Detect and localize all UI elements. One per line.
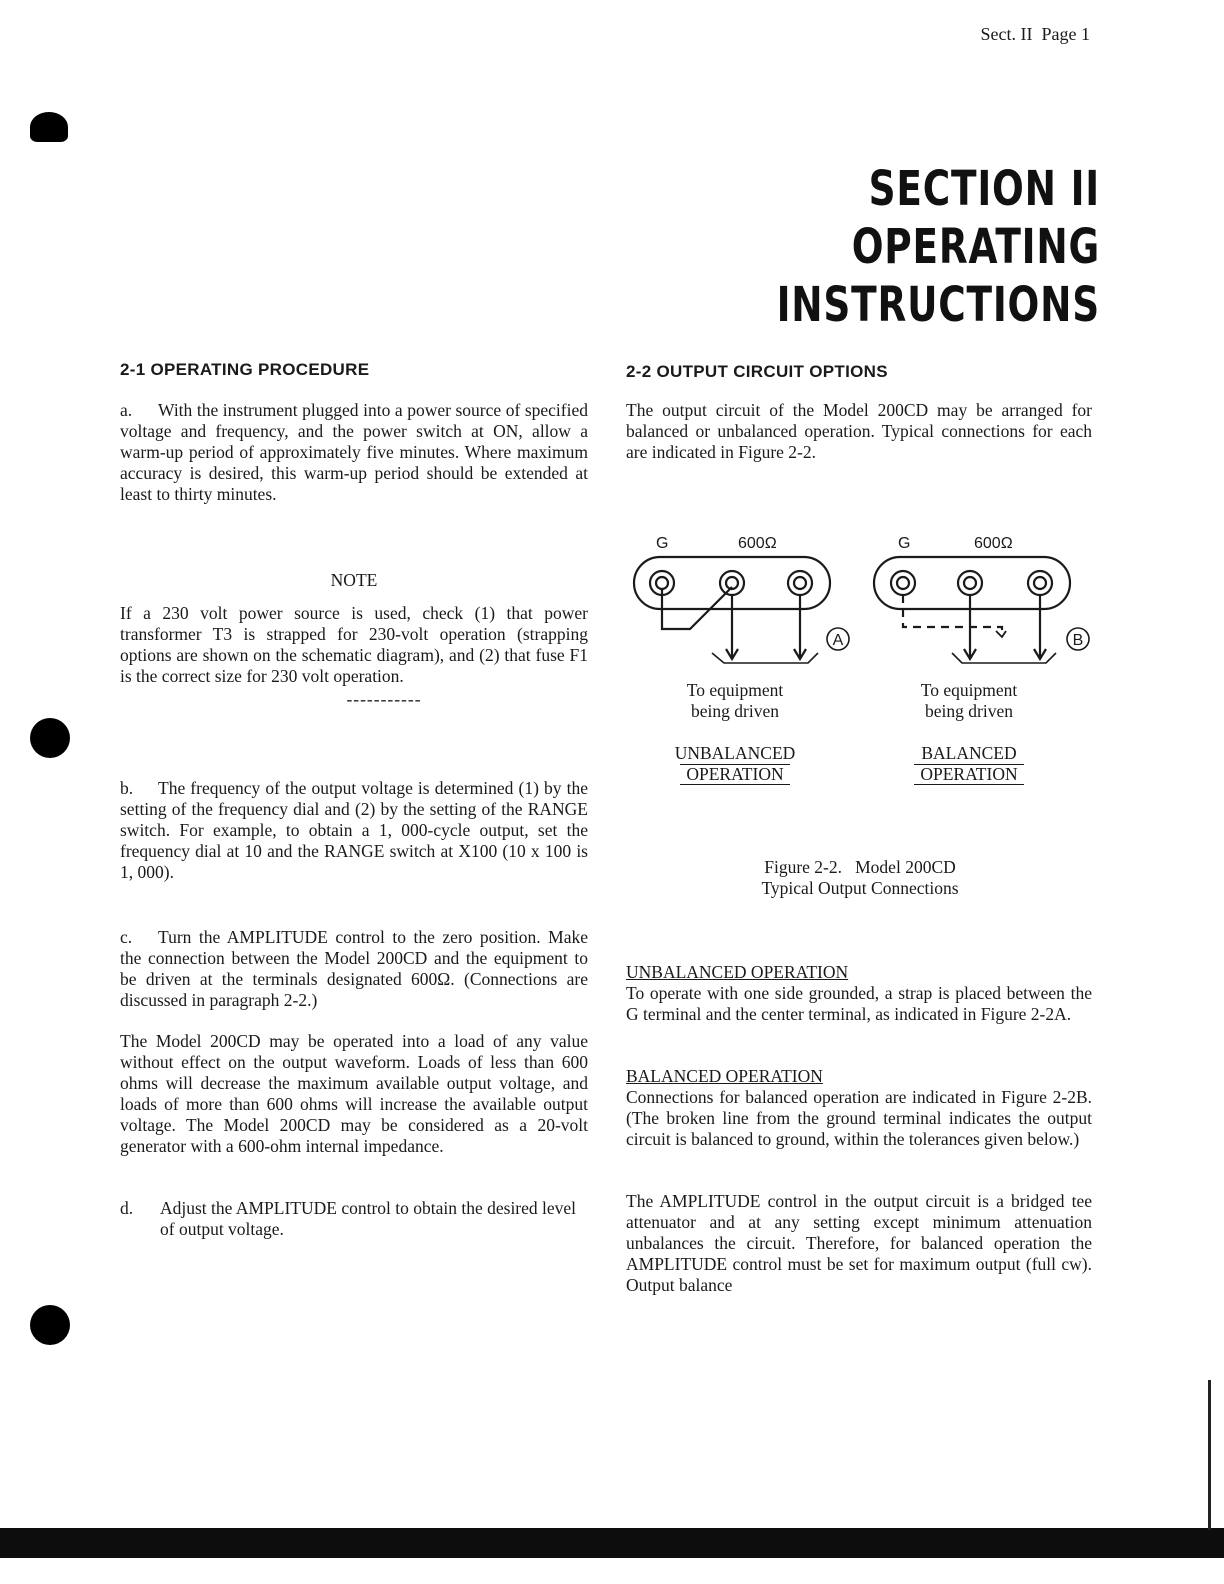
- step-d-label: d.: [120, 1198, 134, 1218]
- step-b-text: The frequency of the output voltage is determined (1) by the setting of the frequency dial and (2) by the setting of the RANGE switch. For example, to obtain a 1, 000-cycle output, set the frequency dial at 10 and the RANGE switch at X100 (10 x 100 is 1, 000).: [120, 778, 588, 882]
- note-rule: -----------: [346, 689, 422, 709]
- caption-unbalanced: [650, 680, 820, 785]
- caption-balanced-line1: To equipment: [920, 680, 1018, 700]
- figure-caption: [700, 857, 1020, 899]
- mode-unbalanced-line1: UNBALANCED: [674, 743, 796, 763]
- figure-caption-line1: Figure 2-2. Model 200CD: [764, 857, 956, 877]
- step-b: [120, 778, 588, 883]
- section-number: SECTION II: [868, 161, 1100, 217]
- right-column-lower: [626, 962, 1092, 1296]
- caption-unbalanced-line2: being driven: [691, 701, 779, 721]
- punch-hole-top: [30, 112, 68, 142]
- step-a-text: With the instrument plugged into a power source of specified voltage and frequency, and the power switch at ON, allow a warm-up period of approximately five minutes. Where maximum accuracy is desired, this warm-up period should be extended at least to thirty minutes.: [120, 400, 588, 504]
- unbalanced-diagram: [634, 535, 849, 663]
- terminal-right-unbalanced: [788, 571, 812, 595]
- step-b-label: b.: [120, 778, 134, 798]
- balanced-text: Connections for balanced operation are indicated in Figure 2-2B. (The broken line from the ground terminal indicates the output circuit is balanced to ground, within the tolerances given below.): [626, 1087, 1092, 1149]
- punch-hole-bottom: [30, 1305, 70, 1345]
- unbalanced-text: To operate with one side grounded, a strap is placed between the G terminal and the center terminal, as indicated in Figure 2-2A.: [626, 983, 1092, 1024]
- output-intro: The output circuit of the Model 200CD may be arranged for balanced or unbalanced operation. Typical connections for each are indicated in Figure 2-2.: [626, 400, 1092, 462]
- step-c-label: c.: [120, 927, 133, 947]
- step-a: [120, 400, 588, 505]
- load-paragraph: The Model 200CD may be operated into a load of any value without effect on the output waveform. Loads of less than 600 ohms will decrease the maximum available output voltage, and loads of more than 600 ohms will increase the available output voltage. The Model 200CD may be considered as a 20-volt generator with a 600-ohm internal impedance.: [120, 1031, 588, 1156]
- terminal-right-balanced: [1028, 571, 1052, 595]
- step-d: [120, 1198, 588, 1240]
- figure-caption-line2: Typical Output Connections: [761, 878, 959, 898]
- step-c: [120, 927, 588, 1011]
- unbalanced-heading: [626, 962, 1092, 983]
- step-a-label: a.: [120, 400, 133, 420]
- section-title-block: [560, 160, 1100, 334]
- note-title: NOTE: [330, 570, 378, 590]
- impedance-label-balanced: 600Ω: [974, 535, 1013, 552]
- note-text: If a 230 volt power source is used, check (1) that power transformer T3 is strapped for 230-volt operation (strapping options are shown on the schematic diagram), and (2) that fuse F1 is the correct size for 230 volt operation.: [120, 603, 588, 686]
- caption-balanced-line2: being driven: [925, 701, 1013, 721]
- section-title: OPERATING INSTRUCTIONS: [776, 219, 1100, 333]
- caption-unbalanced-line1: To equipment: [686, 680, 784, 700]
- mode-balanced-line1: BALANCED: [921, 743, 1017, 763]
- balanced-heading-text: BALANCED OPERATION: [626, 1066, 823, 1086]
- terminal-center-balanced: [958, 571, 982, 595]
- broken-ground-line: [903, 595, 1002, 635]
- tag-b: B: [1072, 632, 1084, 649]
- balanced-heading: [626, 1066, 1092, 1087]
- heading-output-circuit-options: 2-2 OUTPUT CIRCUIT OPTIONS: [626, 362, 888, 381]
- terminal-g-balanced: [891, 571, 915, 595]
- amplitude-paragraph: The AMPLITUDE control in the output circuit is a bridged tee attenuator and at any setting except minimum attenuation unbalances the circuit. Therefore, for balanced operation the AMPLITUDE control must be set for maximum output (full cw). Output balance: [626, 1191, 1092, 1295]
- step-c-text: Turn the AMPLITUDE control to the zero position. Make the connection between the Model 200CD and the equipment to be driven at the terminals designated 600Ω. (Connections are discussed in paragraph 2-2.): [120, 927, 588, 1010]
- balanced-diagram: [874, 535, 1089, 663]
- right-column: [626, 362, 1092, 463]
- scan-bottom-edge: [0, 1528, 1224, 1558]
- impedance-label-unbalanced: 600Ω: [738, 535, 777, 552]
- caption-balanced: [884, 680, 1054, 785]
- left-column: [120, 360, 588, 1240]
- mode-unbalanced-line2: OPERATION: [680, 764, 789, 785]
- ground-label-unbalanced: G: [656, 535, 669, 552]
- tag-a: A: [832, 632, 844, 649]
- unbalanced-heading-text: UNBALANCED OPERATION: [626, 962, 849, 982]
- punch-hole-middle: [30, 718, 70, 758]
- broken-line-arrow: [996, 631, 1006, 637]
- terminal-center-unbalanced: [720, 571, 744, 595]
- page-reference: Sect. II Page 1: [980, 24, 1090, 44]
- mode-balanced-line2: OPERATION: [914, 764, 1023, 785]
- ground-label-balanced: G: [898, 535, 911, 552]
- heading-operating-procedure: 2-1 OPERATING PROCEDURE: [120, 360, 370, 379]
- scan-right-edge: [1208, 1380, 1211, 1530]
- step-d-text: Adjust the AMPLITUDE control to obtain the desired level of output voltage.: [160, 1198, 577, 1239]
